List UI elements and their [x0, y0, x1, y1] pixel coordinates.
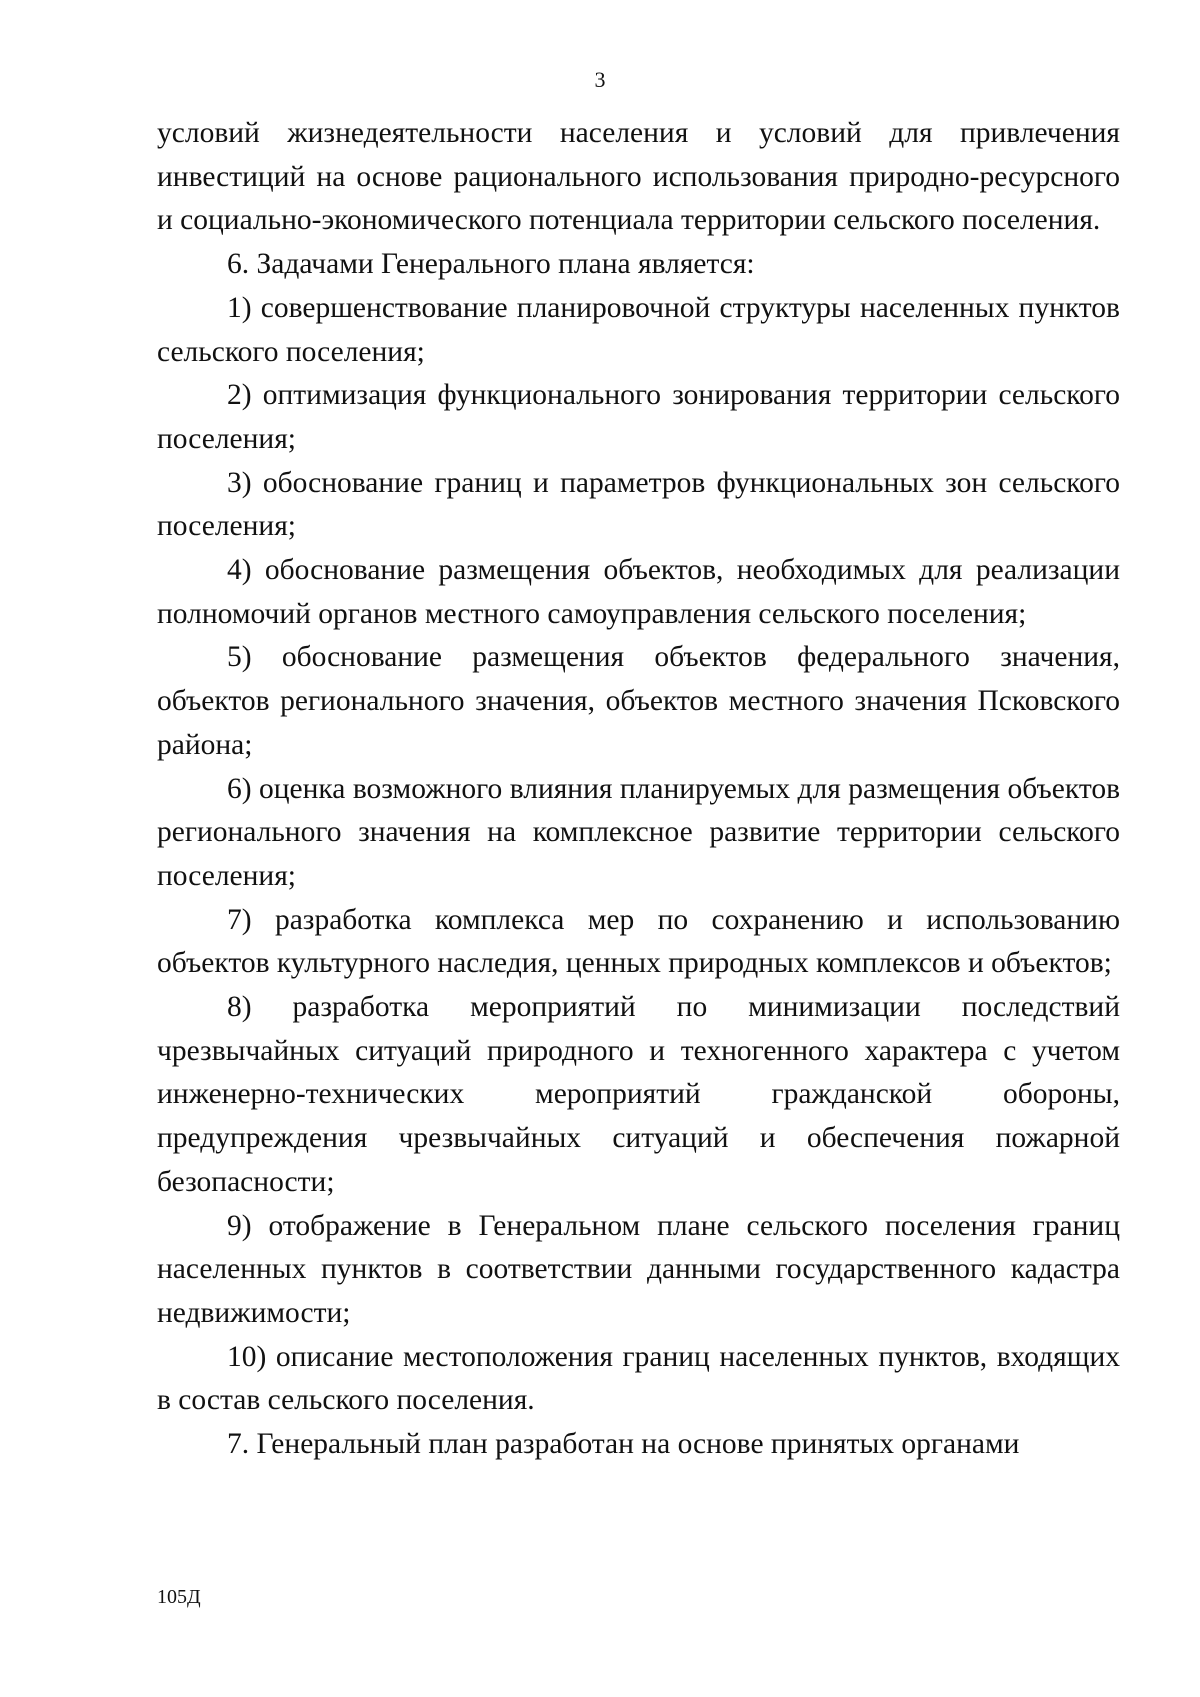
list-item-10: 10) описание местоположения границ населенных пунктов, входящих в состав сельского поселения. — [157, 1340, 1120, 1417]
paragraph-section-7: 7. Генеральный план разработан на основе принятых органами — [227, 1428, 1020, 1461]
document-code: 105Д — [157, 1586, 201, 1608]
list-item-8: 8) разработка мероприятий по минимизации последствий чрезвычайных ситуаций природного и техногенного характера с учетом инженерно-технических мероприятий гражданской обороны, предупреждения чрезвычайных ситуаций и обеспечения пожарной безопасности; — [157, 991, 1120, 1198]
list-item-1: 1) совершенствование планировочной структуры населенных пунктов сельского поселения; — [157, 291, 1120, 368]
page-number: 3 — [594, 67, 606, 92]
list-item-5: 5) обоснование размещения объектов федерального значения, объектов регионального значения, объектов местного значения Псковского района; — [157, 641, 1120, 761]
list-item-3: 3) обоснование границ и параметров функциональных зон сельского поселения; — [157, 466, 1120, 543]
list-item-2: 2) оптимизация функционального зонирования территории сельского поселения; — [157, 379, 1120, 455]
paragraph-section-6: 6. Задачами Генерального плана является: — [227, 248, 755, 281]
paragraph-continuation: условий жизнедеятельности населения и условий для привлечения инвестиций на основе рационального использования природно-ресурсного и социально-экономического потенциала территории сельского поселения. — [157, 117, 1120, 237]
list-item-6: 6) оценка возможного влияния планируемых для размещения объектов регионального значения на комплексное развитие территории сельского поселения; — [157, 772, 1120, 892]
document-body — [157, 112, 1120, 1467]
list-item-7: 7) разработка комплекса мер по сохранению и использованию объектов культурного наследия, ценных природных комплексов и объектов; — [157, 903, 1120, 980]
list-item-4: 4) обоснование размещения объектов, необходимых для реализации полномочий органов местного самоуправления сельского поселения; — [157, 554, 1120, 630]
list-item-9: 9) отображение в Генеральном плане сельского поселения границ населенных пунктов в соответствии данными государственного кадастра недвижимости; — [157, 1209, 1120, 1329]
